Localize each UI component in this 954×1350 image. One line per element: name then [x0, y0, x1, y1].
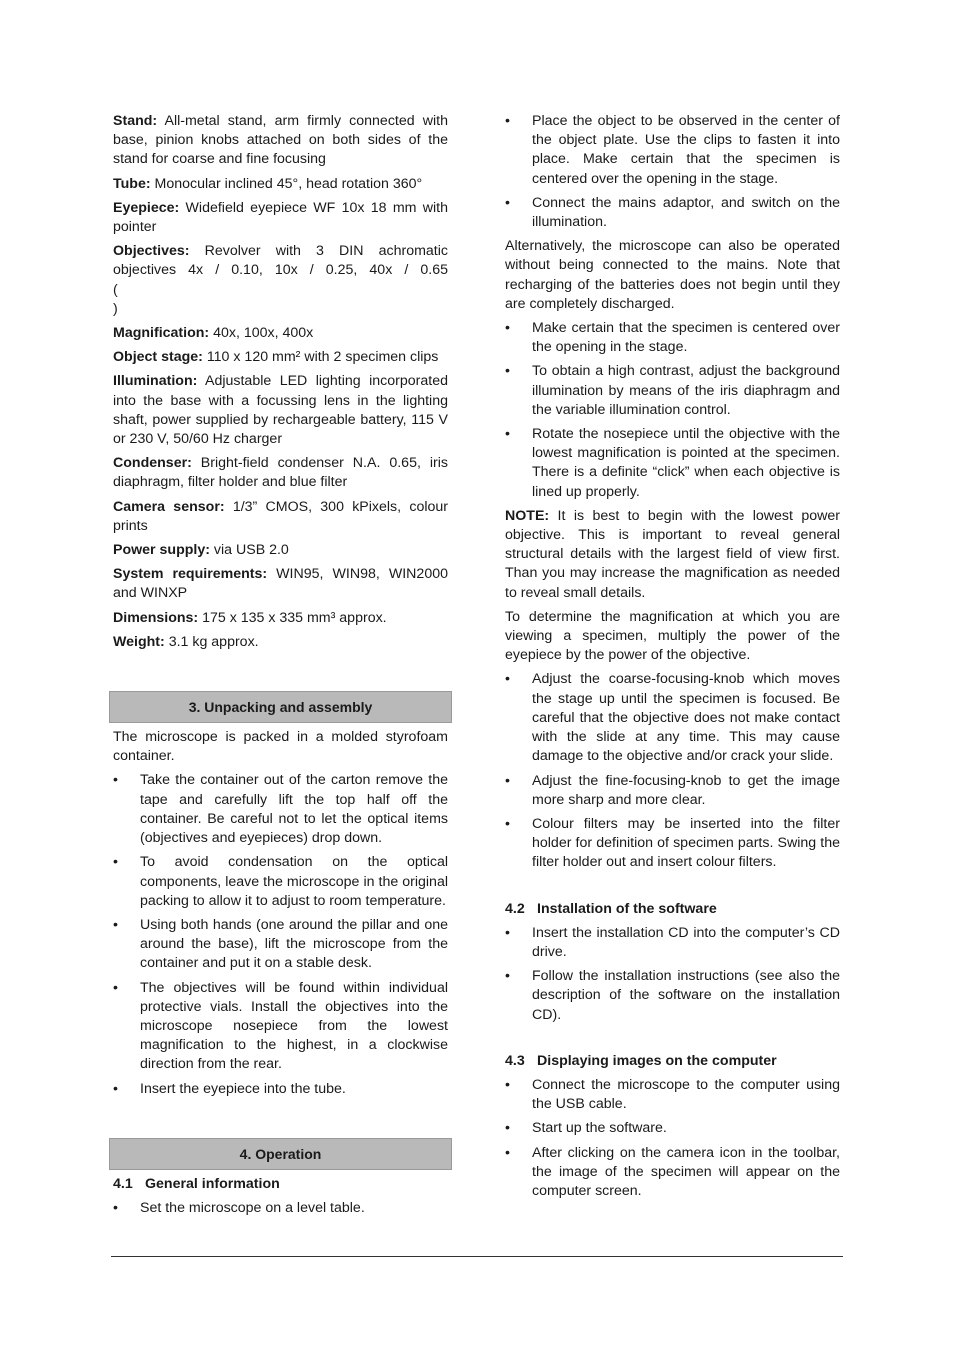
list-item [505, 425, 840, 502]
spec-text: 175 x 135 x 335 mm³ approx. [198, 609, 387, 626]
list-item [505, 670, 840, 766]
spec-label: Object stage: [113, 349, 203, 366]
subsection-title: Displaying images on the computer [537, 1052, 777, 1069]
note-text: It is best to begin with the lowest power objective. This is important to reveal general structural details with the largest field of view first. Than you may increase the magnification as needed to reveal small details. [505, 507, 840, 601]
section-3-bullet-list [113, 771, 448, 1098]
spec-item [113, 175, 448, 194]
subsection-title: General information [145, 1175, 280, 1192]
spec-text: Monocular inclined 45°, head rotation 360° [150, 175, 423, 192]
spec-text: All-metal stand, arm firmly connected with base, pinion knobs attached on both sides of the stand for coarse and fine focusing [113, 113, 448, 168]
spec-label: Power supply: [113, 542, 210, 559]
list-item-text: Start up the software. [532, 1120, 667, 1137]
spacer [505, 1030, 840, 1052]
spec-label: Stand: [113, 113, 158, 129]
list-item [505, 967, 840, 1025]
list-item-text: Take the container out of the carton remove the tape and carefully lift the top half off the container. Be careful not to let the optical items (objectives and eyepieces) drop down. [140, 772, 448, 847]
spec-text: Bright-field condenser N.A. 0.65, iris diaphragm, filter holder and blue filter [113, 455, 448, 491]
spec-item [113, 454, 448, 492]
bullet-icon: • [505, 924, 510, 941]
bullet-icon: • [113, 1080, 118, 1097]
spec-text: Widefield eyepiece WF 10x 18 mm with pointer [113, 199, 448, 236]
spec-item [113, 324, 448, 343]
spec-text: 1/3” CMOS, 300 kPixels, colour prints [113, 498, 448, 534]
list-item [113, 916, 448, 974]
spec-item [113, 565, 448, 603]
bullet-icon: • [113, 772, 118, 789]
subsection-title: Installation of the software [537, 900, 717, 917]
note-paragraph [505, 507, 840, 603]
bullet-icon: • [113, 979, 118, 996]
spec-item [113, 372, 448, 449]
list-item-text: To avoid condensation on the optical components, leave the microscope in the original packing to allow it to adjust to room temperature. [140, 854, 448, 909]
spec-label: Objectives: [113, 243, 190, 260]
list-item-text: Using both hands (one around the pillar and one around the base), lift the microscope from the container and put it on a stable desk. [140, 916, 448, 972]
subsection-4-1-heading [113, 1175, 448, 1194]
subsection-4-1-bullets [113, 1199, 448, 1218]
subsection-number: 4.2 [505, 900, 525, 917]
subsection-number: 4.3 [505, 1052, 525, 1069]
list-item [505, 924, 840, 962]
subsection-4-3-heading [505, 1052, 840, 1071]
list-item [505, 319, 840, 357]
bullet-icon: • [505, 1076, 510, 1093]
spec-label: Illumination: [113, 373, 198, 390]
list-item [505, 362, 840, 420]
bullet-icon: • [505, 426, 510, 443]
bullet-icon: • [505, 113, 510, 129]
list-item-text: Adjust the fine-focusing-knob to get the image more sharp and more clear. [532, 772, 840, 808]
spec-label: Tube: [113, 175, 151, 192]
spec-label: Eyepiece: [113, 199, 180, 216]
spec-item [113, 541, 448, 560]
bullet-icon: • [505, 1120, 510, 1137]
spec-item [113, 633, 448, 652]
bullet-icon: • [505, 772, 510, 789]
subsection-4-3-bullets [505, 1076, 840, 1201]
list-item [505, 1144, 840, 1202]
list-item-text: Set the microscope on a level table. [140, 1199, 365, 1216]
spec-label: Condenser: [113, 455, 192, 472]
subsection-4-2-heading [505, 900, 840, 919]
list-item-text: Connect the mains adaptor, and switch on the illumination. [532, 194, 840, 231]
spec-text: Revolver with 3 DIN achromatic objectives 4x / 0.10, 10x / 0.25, 40x / 0.65 ( ) [113, 243, 457, 317]
subsection-4-1-bullets-c [505, 670, 840, 872]
spec-label: System requirements: [113, 566, 268, 583]
spec-item [113, 199, 448, 237]
bullet-icon: • [113, 854, 118, 871]
spec-item [113, 498, 448, 536]
bullet-icon: • [505, 363, 510, 380]
bullet-icon: • [505, 194, 510, 211]
spec-label: Weight: [113, 633, 165, 650]
spec-text: Adjustable LED lighting incorporated into the base with a focussing lens in the lighting shaft, power supplied by rechargeable battery, 115 V or 230 V, 50/60 Hz charger [113, 373, 448, 448]
spec-text: WIN95, WIN98, WIN2000 and WINXP [113, 566, 448, 602]
spec-item [113, 242, 457, 319]
footer-rule [111, 1256, 843, 1257]
list-item [505, 1119, 840, 1138]
bullet-icon: • [113, 916, 118, 933]
spec-label: Magnification: [113, 325, 210, 342]
list-item [113, 771, 448, 848]
list-item-text: Rotate the nosepiece until the objective with the lowest magnification is pointed at the specimen. There is a definite “click” when each objective is lined up properly. [532, 426, 840, 500]
list-item-text: Adjust the coarse-focusing-knob which moves the stage up until the specimen is focused. Be careful that the objective does not make contact with the slide at any time. This may cause damage to the objective and/or crack your slide. [532, 671, 840, 765]
list-item [505, 112, 840, 189]
spec-text: 40x, 100x, 400x [209, 325, 314, 342]
list-item-text: Colour filters may be inserted into the filter holder for definition of specimen parts. Swing the filter holder out and insert colour filters. [532, 815, 840, 871]
list-item-text: To obtain a high contrast, adjust the background illumination by means of the iris diaphragm and the variable illumination control. [532, 363, 840, 418]
note-label: NOTE: [505, 507, 550, 524]
section-4-header: 4. Operation [109, 1138, 452, 1170]
list-item-text: Connect the microscope to the computer using the USB cable. [532, 1076, 840, 1113]
spec-item [113, 348, 448, 367]
list-item [113, 979, 448, 1075]
spec-label: Dimensions: [113, 609, 199, 626]
list-item [505, 194, 840, 232]
list-item-text: Make certain that the specimen is centered over the opening in the stage. [532, 320, 840, 356]
spec-list [113, 112, 457, 652]
subsection-4-2-bullets [505, 924, 840, 1025]
list-item [113, 853, 448, 911]
list-item-text: After clicking on the camera icon in the toolbar, the image of the specimen will appear on the computer screen. [532, 1144, 840, 1199]
section-3-header: 3. Unpacking and assembly [109, 691, 452, 723]
bullet-icon: • [505, 671, 510, 688]
subsection-4-1-bullets-cont [505, 112, 840, 232]
spec-item [113, 112, 448, 170]
list-item [505, 1076, 840, 1114]
subsection-4-1-bullets-b [505, 319, 840, 502]
list-item-text: Insert the eyepiece into the tube. [140, 1080, 346, 1097]
spec-label: Camera sensor: [113, 498, 225, 515]
spacer [113, 1104, 448, 1138]
list-item-text: The objectives will be found within individual protective vials. Install the objectives into the microscope nosepiece from the lowest magnification to the highest, in a clockwise direction from the rear. [140, 979, 448, 1073]
spacer [505, 878, 840, 900]
list-item [113, 1080, 448, 1099]
bullet-icon: • [505, 815, 510, 832]
alt-operation-paragraph: Alternatively, the microscope can also be operated without being connected to the mains. Note that recharging of the batteries does not begin until they are completely discharged. [505, 238, 840, 312]
bullet-icon: • [505, 1144, 510, 1161]
bullet-icon: • [113, 1199, 118, 1216]
list-item-text: Insert the installation CD into the computer’s CD drive. [532, 924, 840, 960]
spec-text: via USB 2.0 [209, 542, 289, 559]
spacer [113, 657, 448, 691]
left-column [113, 112, 457, 1223]
section-3-intro: The microscope is packed in a molded styrofoam container. [113, 729, 448, 765]
magnification-paragraph: To determine the magnification at which you are viewing a specimen, multiply the power of the eyepiece by the power of the objective. [505, 608, 840, 664]
spec-item [113, 609, 448, 628]
list-item [113, 1199, 448, 1218]
list-item [505, 815, 840, 873]
spec-text: 3.1 kg approx. [164, 633, 259, 650]
list-item [505, 772, 840, 810]
right-column [505, 112, 840, 1206]
list-item-text: Follow the installation instructions (see also the description of the software on the installation CD). [532, 968, 840, 1023]
bullet-icon: • [505, 320, 510, 337]
spec-text: 110 x 120 mm² with 2 specimen clips [202, 349, 439, 366]
bullet-icon: • [505, 968, 510, 985]
subsection-number: 4.1 [113, 1175, 133, 1192]
list-item-text: Place the object to be observed in the center of the object plate. Use the clips to fasten it into place. Make certain that the specimen is centered over the opening in the stage. [532, 113, 840, 187]
